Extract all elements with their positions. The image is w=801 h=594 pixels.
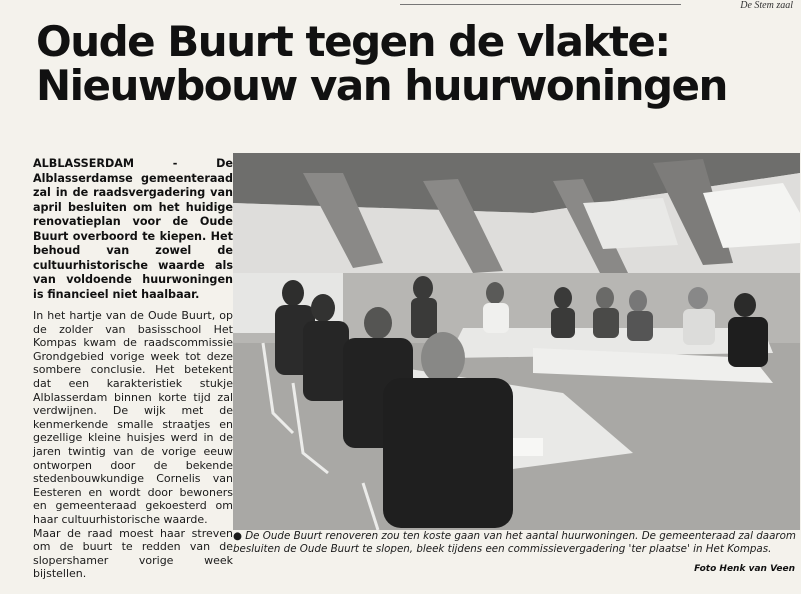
header-rule: [400, 4, 681, 5]
headline-line-1: Oude Buurt tegen de vlakte:: [36, 17, 670, 66]
article-paragraph-1: In het hartje van de Oude Buurt, op de zolder van basisschool Het Kompas kwam de raadscommissie Grondgebied vorige week tot deze sombere conclusie. Het betekent dat een karakteristiek stukje Alblasserdam binnen korte tijd zal verdwijnen. De wijk met de kenmerkende smalle straatjes en gezellige kleine huisjes werd in de jaren twintig van de vorige eeuw ontworpen door de bekende stedenbouwkundige Cornelis van Eesteren en wordt door bewoners en gemeenteraad gekoesterd om haar cultuurhistorische waarde.: [33, 309, 233, 526]
photo-caption: ● De Oude Buurt renoveren zou ten koste gaan van het aantal huurwoningen. De gemeenteraad zal daarom besluiten de Oude Buurt te slopen, bleek tijdens een commissievergadering 'ter plaatse' in Het Kompas.: [233, 530, 796, 555]
headline: [36, 17, 796, 110]
masthead: De Stem zaal: [740, 0, 793, 11]
article-column: [33, 157, 233, 581]
article-lead: ALBLASSERDAM - De Alblasserdamse gemeenteraad zal in de raadsvergadering van april besluiten om het huidige renovatieplan voor de Oude Buurt overboord te kiepen. Het behoud van zowel de cultuurhistorische waarde als van voldoende huurwoningen is financieel niet haalbaar.: [33, 157, 233, 301]
photo-credit: Foto Henk van Veen: [694, 564, 795, 574]
headline-line-2: Nieuwbouw van huurwoningen: [36, 61, 727, 110]
article-paragraph-2: Maar de raad moest haar streven om de buurt te redden van de slopershamer vorige week bijstellen.: [33, 526, 233, 581]
meeting-photo: [233, 153, 800, 530]
meeting-photo-illustration: [233, 153, 800, 530]
